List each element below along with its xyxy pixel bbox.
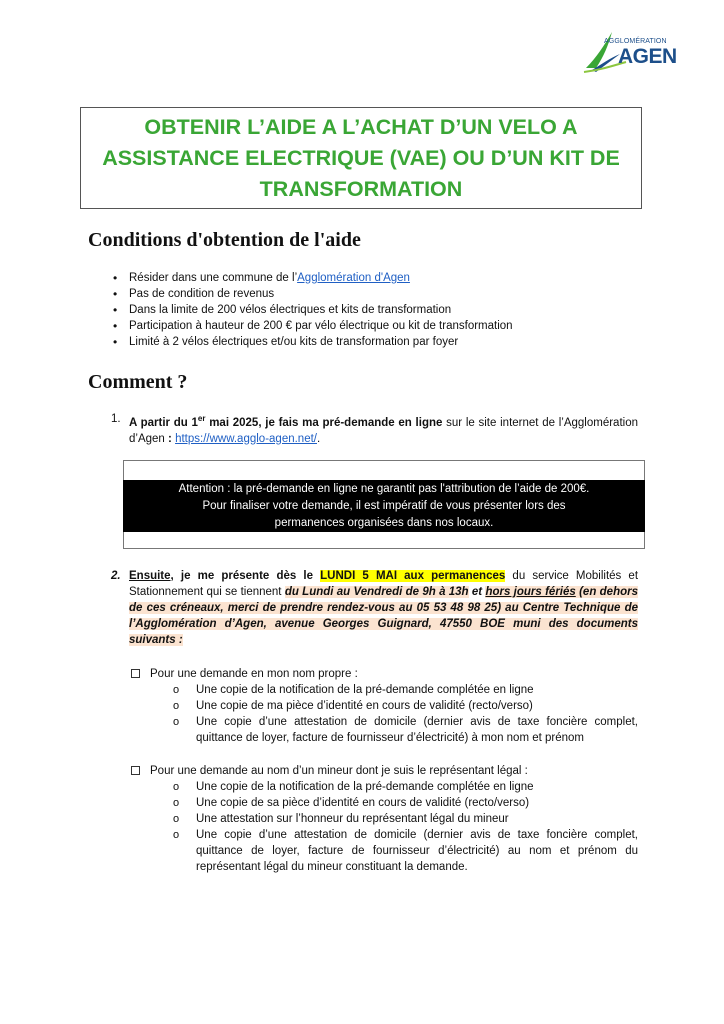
list-item: o Une copie de la notification de la pré-demande complétée en ligne: [173, 682, 638, 698]
list-item: o Une copie d’une attestation de domicile (dernier avis de taxe foncière complet, quittance de loyer, facture de fournisseur d’électricité) à mon nom et prénom: [173, 714, 638, 746]
own-name-documents: [173, 682, 638, 746]
logo-big-text: AGEN: [618, 45, 677, 68]
own-name-option: Pour une demande en mon nom propre :: [131, 666, 358, 682]
list-item: • Résider dans une commune de l’Agglomération d'Agen: [113, 270, 513, 286]
agglo-agen-link[interactable]: Agglomération d'Agen: [297, 272, 410, 284]
page-title: [102, 112, 620, 205]
list-item: o Une copie de la notification de la pré-demande complétée en ligne: [173, 779, 638, 795]
minor-documents: [173, 779, 638, 875]
list-item: • Pas de condition de revenus: [113, 286, 513, 302]
list-item: o Une attestation sur l’honneur du représentant légal du mineur: [173, 811, 638, 827]
minor-option: Pour une demande au nom d’un mineur dont je suis le représentant légal :: [131, 763, 528, 779]
list-item: • Dans la limite de 200 vélos électriques et kits de transformation: [113, 302, 513, 318]
attention-line-1: Attention : la pré-demande en ligne ne garantit pas l'attribution de l’aide de 200€.: [178, 482, 590, 495]
agglo-agen-logo: [582, 28, 682, 74]
attention-line-3: permanences organisées dans nos locaux.: [274, 516, 494, 529]
list-item: o Une copie de ma pièce d’identité en cours de validité (recto/verso): [173, 698, 638, 714]
conditions-list: [113, 270, 513, 350]
step-2-number: 2.: [111, 570, 121, 582]
step-2-text: Ensuite, je me présente dès le LUNDI 5 MAI aux permanences du service Mobilités et Stationnement qui se tiennent du Lundi au Vendredi de 9h à 13h et hors jours fériés (en dehors de ces créneaux, merci de prendre rendez-vous au 05 53 48 98 25) au Centre Technique de l’Agglomération d’Agen, avenue Georges Guignard, 47550 BOE muni des documents suivants :: [129, 570, 639, 646]
title-line-1: OBTENIR L’AIDE A L’ACHAT D’UN VELO A: [144, 114, 578, 139]
title-box: [80, 107, 642, 209]
attention-box: [123, 480, 645, 532]
step-1-text: A partir du 1er mai 2025, je fais ma pré-demande en ligne sur le site internet de l’Agglomération d’Agen : https://www.agglo-agen.net/.: [129, 414, 638, 445]
list-item: o Une copie d’une attestation de domicile (dernier avis de taxe foncière complet, quittance de loyer, facture de fournisseur d’électricité) au nom et prénom du représentant légal du mineur constituant la demande.: [173, 827, 638, 875]
list-item: o Une copie de sa pièce d’identité en cours de validité (recto/verso): [173, 795, 638, 811]
list-item: • Limité à 2 vélos électriques et/ou kits de transformation par foyer: [113, 334, 513, 350]
list-item: • Participation à hauteur de 200 € par vélo électrique ou kit de transformation: [113, 318, 513, 334]
attention-line-2: Pour finaliser votre demande, il est impératif de vous présenter lors des: [202, 499, 566, 512]
checkbox-icon: [131, 669, 140, 678]
highlight-date: LUNDI 5 MAI aux permanences: [320, 570, 506, 582]
step-1-number: 1.: [111, 413, 121, 425]
logo-small-text: AGGLOMÉRATION: [604, 38, 667, 45]
agglo-agen-url-link[interactable]: https://www.agglo-agen.net/: [175, 432, 317, 445]
title-line-2: ASSISTANCE ELECTRIQUE (VAE) OU D’UN KIT DE: [102, 145, 620, 170]
checkbox-icon: [131, 766, 140, 775]
conditions-heading: Conditions d'obtention de l'aide: [88, 229, 361, 251]
title-line-3: TRANSFORMATION: [259, 176, 463, 201]
comment-heading: Comment ?: [88, 371, 188, 393]
